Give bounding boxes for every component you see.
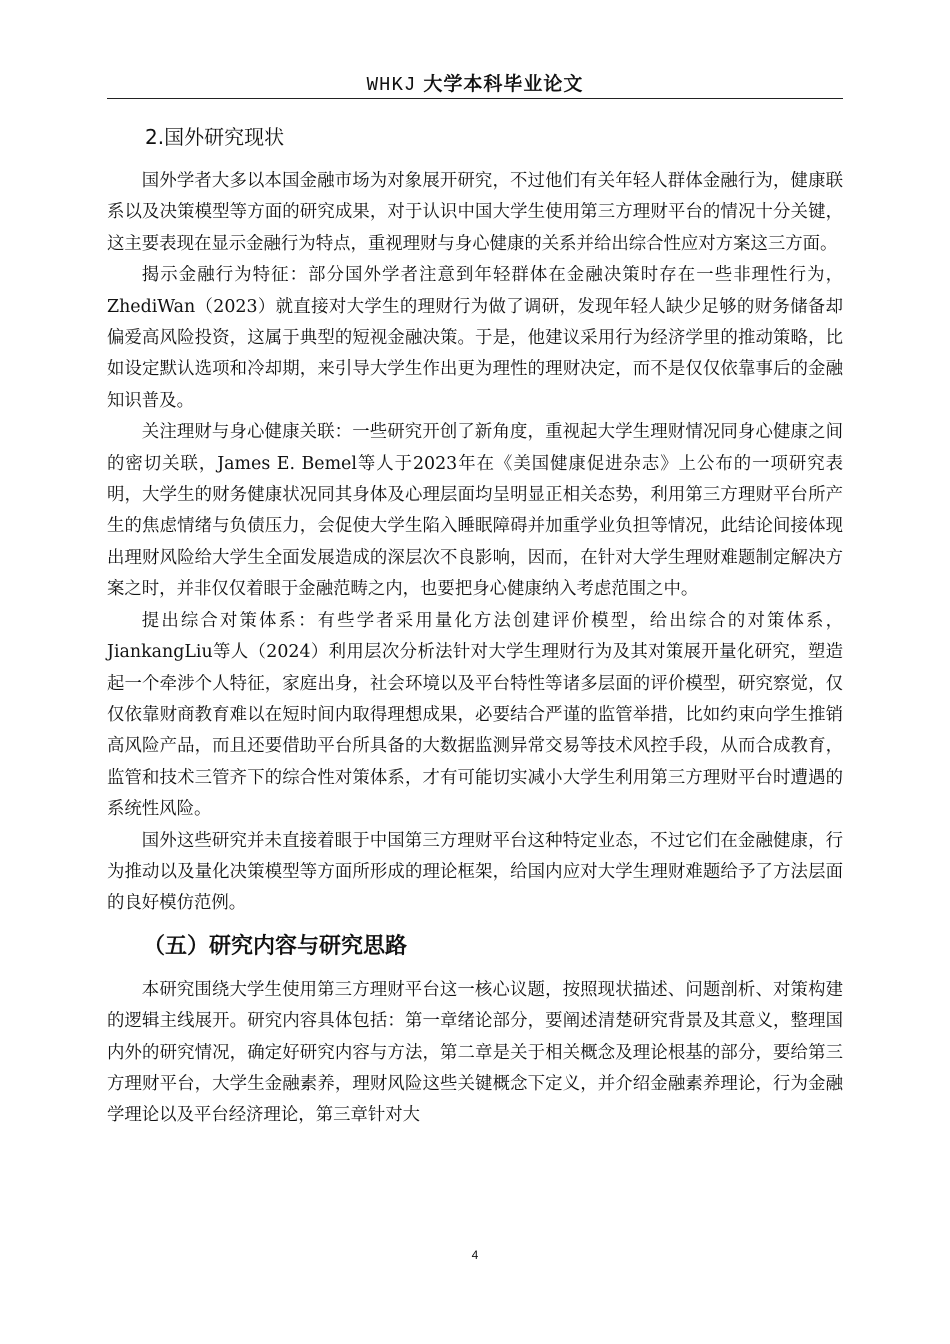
paragraph: 国外这些研究并未直接着眼于中国第三方理财平台这种特定业态，不过它们在金融健康，行为推动以及量化决策模型等方面所形成的理论框架，给国内应对大学生理财难题给予了方法层面的良好模仿范例。 bbox=[107, 830, 843, 914]
heading-foreign-research: 2.国外研究现状 bbox=[145, 125, 285, 149]
page-header bbox=[107, 70, 843, 100]
paragraph: 揭示金融行为特征：部分国外学者注意到年轻群体在金融决策时存在一些非理性行为，ZhediWan（2023）就直接对大学生的理财行为做了调研，发现年轻人缺少足够的财务储备却偏爱高风险投资，这属于典型的短视金融决策。于是，他建议采用行为经济学里的推动策略，比如设定默认选项和冷却期，来引导大学生作出更为理性的理财决定，而不是仅仅依靠事后的金融知识普及。 bbox=[107, 265, 843, 411]
page-body bbox=[107, 118, 843, 1132]
paragraph: 提出综合对策体系：有些学者采用量化方法创建评价模型，给出综合的对策体系，JiankangLiu等人（2024）利用层次分析法针对大学生理财行为及其对策展开量化研究，塑造起一个牵涉个人特征，家庭出身，社会环境以及平台特性等诸多层面的评价模型，研究察觉，仅仅依靠财商教育难以在短时间内取得理想成果，必要结合严谨的监管举措，比如约束向学生推销高风险产品，而且还要借助平台所具备的大数据监测异常交易等技术风控手段，从而合成教育，监管和技术三管齐下的综合性对策体系，才有可能切实减小大学生利用第三方理财平台时遭遇的系统性风险。 bbox=[107, 610, 843, 820]
header-title-cjk: 大学本科毕业论文 bbox=[423, 73, 584, 95]
page-number: 4 bbox=[471, 1248, 479, 1262]
header-title-latin: WHKJ bbox=[366, 74, 417, 96]
heading-research-content: （五）研究内容与研究思路 bbox=[143, 933, 408, 959]
paragraph: 本研究围绕大学生使用第三方理财平台这一核心议题，按照现状描述、问题剖析、对策构建的逻辑主线展开。研究内容具体包括：第一章绪论部分，要阐述清楚研究背景及其意义，整理国内外的研究情况，确定好研究内容与方法，第二章是关于相关概念及理论根基的部分，要给第三方理财平台，大学生金融素养，理财风险这些关键概念下定义，并介绍金融素养理论，行为金融学理论以及平台经济理论，第三章针对大 bbox=[107, 979, 843, 1126]
paragraph: 关注理财与身心健康关联：一些研究开创了新角度，重视起大学生理财情况同身心健康之间的密切关联，James E. Bemel等人于2023年在《美国健康促进杂志》上公布的一项研究表明，大学生的财务健康状况同其身体及心理层面均呈明显正相关态势，利用第三方理财平台所产生的焦虑情绪与负债压力，会促使大学生陷入睡眠障碍并加重学业负担等情况，此结论间接体现出理财风险给大学生全面发展造成的深层次不良影响，因而，在针对大学生理财难题制定解决方案之时，并非仅仅着眼于金融范畴之内，也要把身心健康纳入考虑范围之中。 bbox=[107, 422, 843, 600]
header-title bbox=[367, 73, 584, 95]
header-rule bbox=[107, 98, 843, 99]
paragraph: 国外学者大多以本国金融市场为对象展开研究，不过他们有关年轻人群体金融行为，健康联系以及决策模型等方面的研究成果，对于认识中国大学生使用第三方理财平台的情况十分关键，这主要表现在显示金融行为特点，重视理财与身心健康的关系并给出综合性应对方案这三方面。 bbox=[107, 171, 843, 254]
